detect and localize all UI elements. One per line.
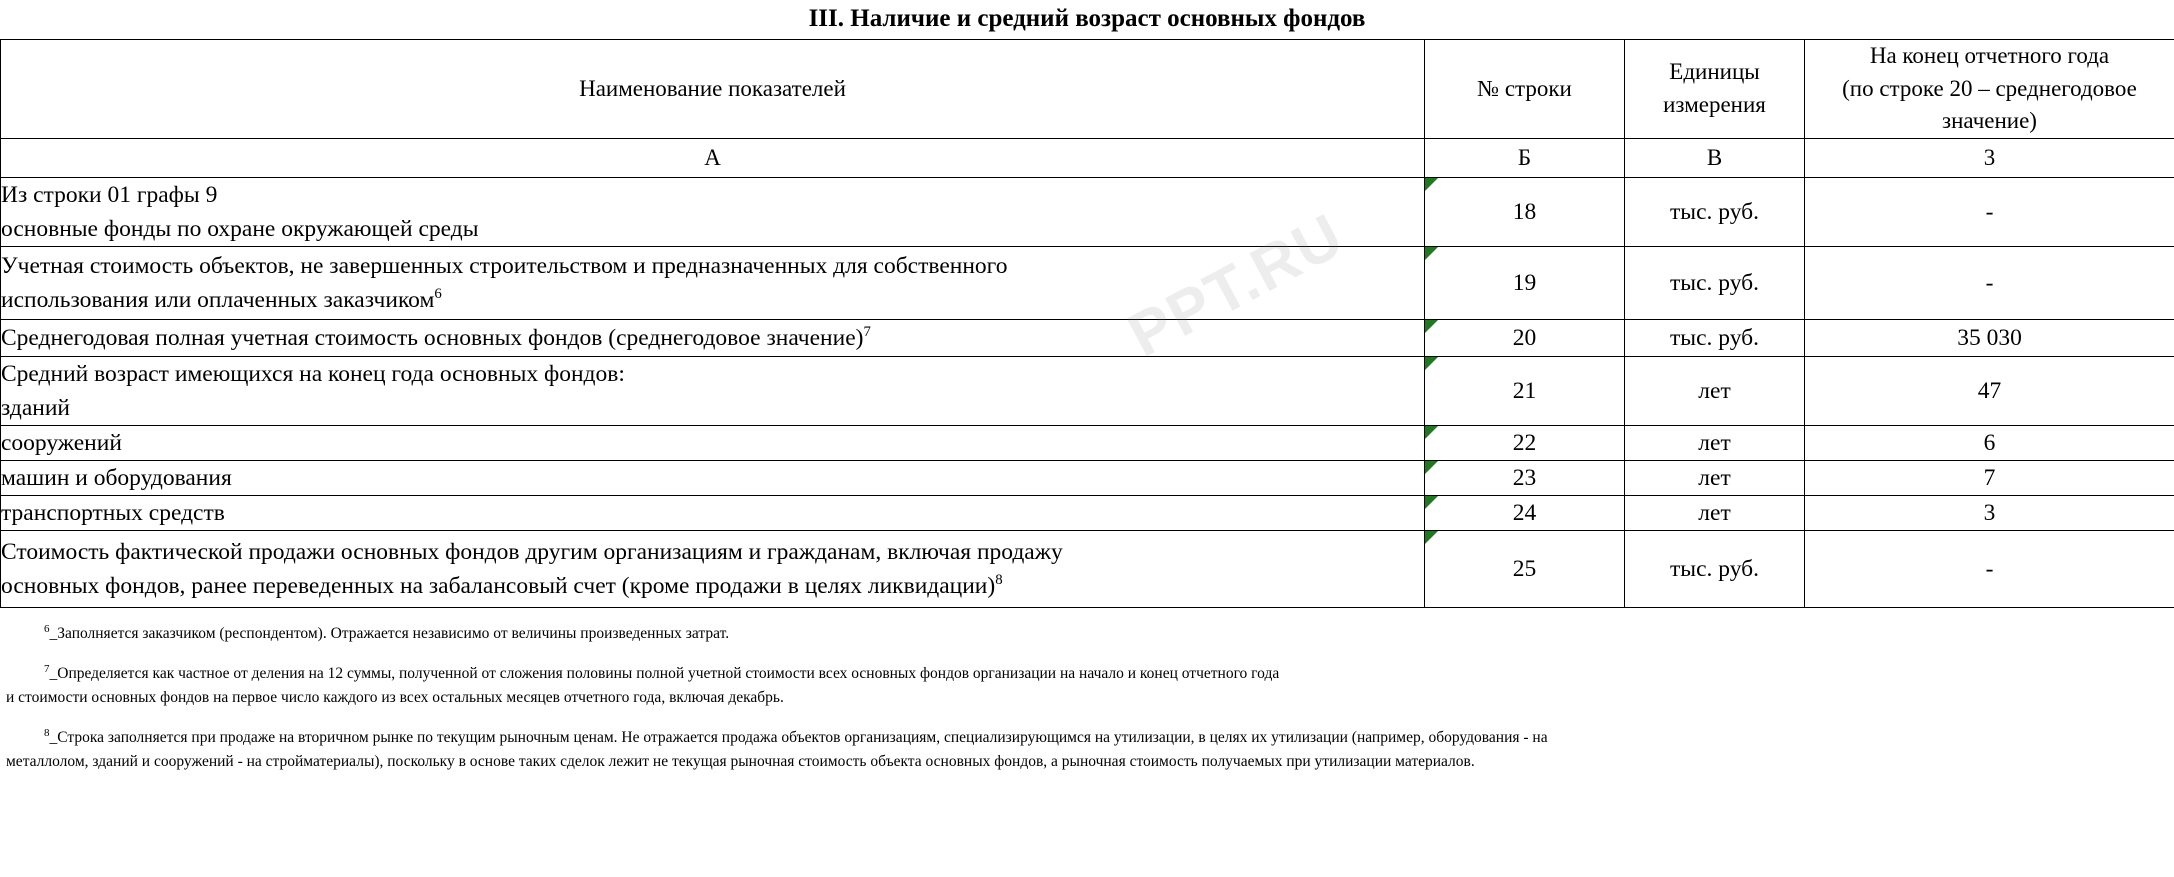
watermark: PPT.RU bbox=[1117, 200, 1356, 371]
footnote-marker: 8 bbox=[44, 727, 50, 740]
row-number-value: 21 bbox=[1512, 377, 1537, 404]
table-letter-row bbox=[1, 138, 2174, 177]
row-number-value: 18 bbox=[1512, 198, 1537, 225]
table-row bbox=[1, 320, 2174, 357]
green-corner-marker-icon bbox=[1425, 247, 1438, 260]
row-number-cell bbox=[1425, 320, 1625, 357]
row-name-line bbox=[1, 569, 1424, 603]
row-name-text: использования или оплаченных заказчиком bbox=[1, 287, 435, 314]
row-number-cell bbox=[1425, 496, 1625, 531]
row-name-cell bbox=[1, 531, 1425, 608]
footnote-line: и стоимости основных фондов на первое число каждого из всех остальных месяцев отчетного года, включая декабрь. bbox=[6, 689, 784, 707]
row-name-line: сооружений bbox=[1, 430, 122, 457]
table-row bbox=[1, 461, 2174, 496]
row-units-cell: тыс. руб. bbox=[1625, 247, 1805, 320]
row-units-cell: тыс. руб. bbox=[1625, 320, 1805, 357]
row-number-value: 25 bbox=[1512, 555, 1537, 582]
row-name-line: Стоимость фактической продажи основных фондов другим организациям и гражданам, включая продажу bbox=[1, 539, 1063, 566]
footnote-text: _Определяется как частное от деления на 12 суммы, полученной от сложения половины полной учетной стоимости всех основных фондов организации на начало и конец отчетного года bbox=[49, 665, 1280, 683]
row-name-line: транспортных средств bbox=[1, 500, 225, 527]
row-name-cell bbox=[1, 426, 1425, 461]
row-name-line: зданий bbox=[1, 395, 70, 422]
table-row bbox=[1, 177, 2174, 246]
row-number-value: 23 bbox=[1512, 464, 1537, 491]
footnotes-section bbox=[0, 608, 2174, 774]
footnote-ref: 6 bbox=[434, 286, 442, 303]
row-name-line bbox=[1, 321, 1424, 355]
green-corner-marker-icon bbox=[1425, 461, 1438, 474]
row-units-cell: лет bbox=[1625, 357, 1805, 426]
row-units-cell: тыс. руб. bbox=[1625, 177, 1805, 246]
row-name-cell bbox=[1, 320, 1425, 357]
header-label-value-3: значение) bbox=[1942, 108, 2037, 134]
header-label-value-2: (по строке 20 – среднегодовое bbox=[1842, 75, 2137, 101]
green-corner-marker-icon bbox=[1425, 531, 1438, 544]
footnote-text: _Строка заполняется при продаже на вторичном рынке по текущим рыночным ценам. Не отражается продажа объектов организациям, специализирующимся на утилизации, в целях их утилизации (например, оборудования - на bbox=[49, 729, 1548, 747]
row-value-cell: - bbox=[1805, 247, 2174, 320]
footnote-8 bbox=[0, 726, 2174, 774]
row-number-value: 24 bbox=[1512, 499, 1537, 526]
row-value-cell: 35 030 bbox=[1805, 320, 2174, 357]
row-name-cell bbox=[1, 357, 1425, 426]
row-number-value: 19 bbox=[1512, 269, 1537, 296]
green-corner-marker-icon bbox=[1425, 496, 1438, 509]
footnote-line bbox=[44, 622, 2174, 646]
footnote-7 bbox=[0, 662, 2174, 710]
row-number-cell bbox=[1425, 461, 1625, 496]
footnote-marker: 7 bbox=[44, 663, 50, 676]
header-cell-row-no bbox=[1425, 40, 1625, 139]
table-row bbox=[1, 426, 2174, 461]
footnote-ref: 8 bbox=[995, 572, 1003, 589]
row-units-cell: лет bbox=[1625, 461, 1805, 496]
letter-cell-units: В bbox=[1625, 138, 1805, 177]
row-name-line: основные фонды по охране окружающей среды bbox=[1, 216, 479, 243]
row-name-cell bbox=[1, 247, 1425, 320]
green-corner-marker-icon bbox=[1425, 357, 1438, 370]
page-title: III. Наличие и средний возраст основных фондов bbox=[808, 5, 1366, 32]
green-corner-marker-icon bbox=[1425, 426, 1438, 439]
row-units-cell: лет bbox=[1625, 496, 1805, 531]
row-number-cell bbox=[1425, 357, 1625, 426]
row-name-cell bbox=[1, 461, 1425, 496]
header-cell-name bbox=[1, 40, 1425, 139]
row-number-cell bbox=[1425, 531, 1625, 608]
row-name-cell bbox=[1, 496, 1425, 531]
row-name-text: Среднегодовая полная учетная стоимость основных фондов (среднегодовое значение) bbox=[1, 325, 864, 352]
letter-cell-row-no: Б bbox=[1425, 138, 1625, 177]
row-number-cell bbox=[1425, 177, 1625, 246]
footnote-marker: 6 bbox=[44, 623, 50, 636]
row-value-cell: 3 bbox=[1805, 496, 2174, 531]
row-value-cell: 6 bbox=[1805, 426, 2174, 461]
header-label-value-1: На конец отчетного года bbox=[1869, 43, 2110, 68]
letter-cell-name: А bbox=[1, 138, 1425, 177]
footnote-line bbox=[44, 726, 2174, 750]
header-cell-value bbox=[1805, 40, 2174, 139]
green-corner-marker-icon bbox=[1425, 320, 1438, 333]
row-number-cell bbox=[1425, 426, 1625, 461]
row-value-cell: - bbox=[1805, 177, 2174, 246]
row-name-line: Средний возраст имеющихся на конец года основных фондов: bbox=[1, 361, 625, 388]
table-row bbox=[1, 531, 2174, 608]
green-corner-marker-icon bbox=[1425, 178, 1438, 191]
footnote-line bbox=[44, 662, 2174, 686]
row-name-line: Из строки 01 графы 9 bbox=[1, 181, 218, 208]
row-value-cell: 7 bbox=[1805, 461, 2174, 496]
header-cell-units bbox=[1625, 40, 1805, 139]
row-value-cell: - bbox=[1805, 531, 2174, 608]
row-number-value: 22 bbox=[1512, 429, 1537, 456]
row-number-cell bbox=[1425, 247, 1625, 320]
row-name-line bbox=[1, 283, 1424, 317]
table-header-row bbox=[1, 40, 2174, 139]
row-value-cell: 47 bbox=[1805, 357, 2174, 426]
row-name-text: основных фондов, ранее переведенных на забалансовый счет (кроме продажи в целях ликвидации) bbox=[1, 573, 996, 600]
row-name-line: Учетная стоимость объектов, не завершенных строительством и предназначенных для собственного bbox=[1, 253, 1008, 280]
header-label-name: Наименование показателей bbox=[579, 75, 846, 101]
header-label-units-1: Единицы bbox=[1669, 59, 1760, 85]
row-name-line: машин и оборудования bbox=[1, 465, 232, 492]
table-row bbox=[1, 247, 2174, 320]
fixed-assets-table bbox=[0, 39, 2174, 608]
footnote-ref: 7 bbox=[863, 324, 871, 341]
footnote-text: _Заполняется заказчиком (респондентом). Отражается независимо от величины произведенных затрат. bbox=[49, 625, 730, 643]
row-number-value: 20 bbox=[1512, 324, 1537, 351]
row-units-cell: лет bbox=[1625, 426, 1805, 461]
header-label-row-no: № строки bbox=[1477, 75, 1572, 101]
table-row bbox=[1, 496, 2174, 531]
row-name-cell bbox=[1, 177, 1425, 246]
footnote-6 bbox=[0, 622, 2174, 646]
table-row bbox=[1, 357, 2174, 426]
row-units-cell: тыс. руб. bbox=[1625, 531, 1805, 608]
letter-cell-value: 3 bbox=[1805, 138, 2174, 177]
header-label-units-2: измерения bbox=[1663, 91, 1766, 117]
footnote-line: металлолом, зданий и сооружений - на стройматериалы), поскольку в основе таких сделок лежит не текущая рыночная стоимость объекта основных фондов, а рыночная стоимость получаемых при утилизации материалов. bbox=[6, 753, 1475, 771]
